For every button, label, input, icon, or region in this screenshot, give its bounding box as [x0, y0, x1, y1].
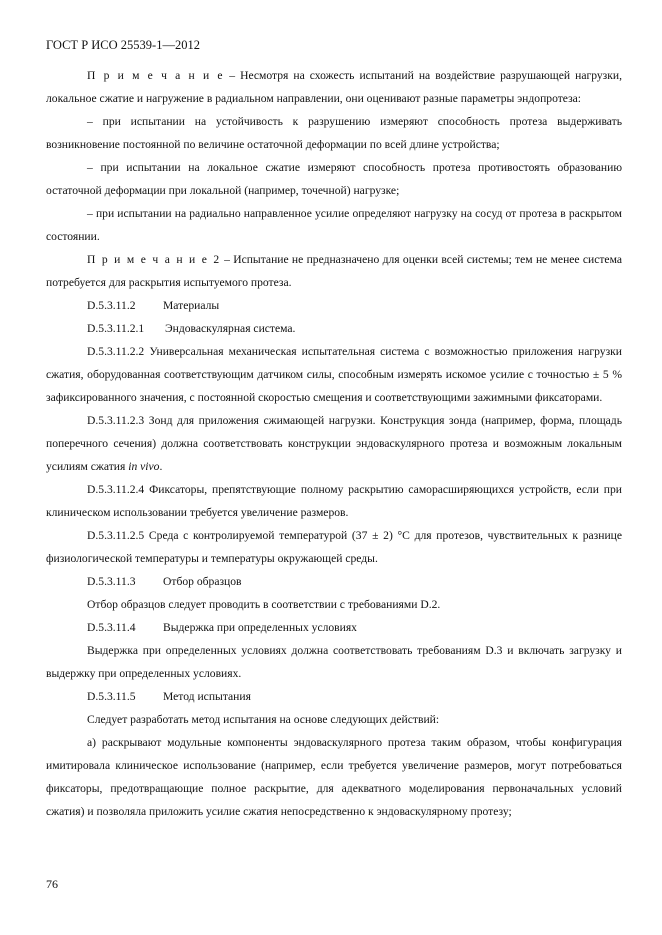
- note-2-text: – Испытание не предназначено для оценки всей системы; тем не менее система потребуется для раскрытия испытуемого протеза.: [46, 253, 622, 289]
- section-endovascular-system: [46, 317, 622, 340]
- page-number: 76: [46, 877, 58, 891]
- section-number: D.5.3.11.2: [87, 299, 136, 312]
- paragraph-sampling: Отбор образцов следует проводить в соответствии с требованиями D.2.: [87, 598, 441, 611]
- section-title: Выдержка при определенных условиях: [163, 621, 357, 634]
- bullet-2: – при испытании на локальное сжатие измеряют способность протеза противостоять образованию остаточной деформации при локальной (например, точечной) нагрузке;: [46, 161, 622, 197]
- section-method: [46, 685, 622, 708]
- section-title: Материалы: [163, 299, 220, 312]
- note-1-label: П р и м е ч а н и е: [87, 69, 225, 82]
- section-title: Метод испытания: [163, 690, 251, 703]
- in-vivo-italic: in vivo: [128, 460, 160, 473]
- paragraph-method-a: а) раскрывают модульные компоненты эндоваскулярного протеза таким образом, чтобы конфигурация имитировала клиническое использование (например, если требуется увеличение размеров, могут потребоваться фиксаторы, предотвращающие полное раскрытие, для адекватного моделирования первоначальных условий сжатия) и позволяла приложить усилие сжатия непосредственно к эндоваскулярному протезу;: [46, 736, 622, 818]
- section-number: D.5.3.11.3: [87, 575, 136, 588]
- paragraph-probe-end: .: [159, 460, 163, 473]
- paragraph-probe-text: D.5.3.11.2.3 Зонд для приложения сжимающей нагрузки. Конструкция зонда (например, форма, площадь поперечного сечения) должна соответствовать конструкции эндоваскулярного протеза и возможным локальным усилиям сжатия: [46, 414, 622, 473]
- bullet-3: – при испытании на радиально направленное усилие определяют нагрузку на сосуд от протеза в раскрытом состоянии.: [46, 207, 622, 243]
- paragraph-temperature: D.5.3.11.2.5 Среда с контролируемой температурой (37 ± 2) °С для протезов, чувствительных к разнице физиологической температуры и температуры окружающей среды.: [46, 529, 622, 565]
- paragraph-conditioning: Выдержка при определенных условиях должна соответствовать требованиям D.3 и включать загрузку и выдержку при определенных условиях.: [46, 644, 622, 680]
- paragraph-fixators: D.5.3.11.2.4 Фиксаторы, препятствующие полному раскрытию саморасширяющихся устройств, если при клиническом использовании требуется увеличение размеров.: [46, 483, 622, 519]
- note-2-label: П р и м е ч а н и е 2: [87, 253, 221, 266]
- section-number: D.5.3.11.5: [87, 690, 136, 703]
- section-title: Эндоваскулярная система.: [165, 322, 296, 335]
- document-body: [46, 64, 622, 823]
- paragraph-method-intro: Следует разработать метод испытания на основе следующих действий:: [87, 713, 440, 726]
- section-number: D.5.3.11.4: [87, 621, 136, 634]
- section-number: D.5.3.11.2.1: [87, 322, 145, 335]
- section-conditioning: [46, 616, 622, 639]
- paragraph-probe: [46, 409, 622, 478]
- note-1: [46, 64, 622, 110]
- paragraph-test-system: D.5.3.11.2.2 Универсальная механическая испытательная система с возможностью приложения нагрузки сжатия, оборудованная соответствующим датчиком силы, способным измерять искомое усилие с точностью ± 5 % зафиксированного значения, с постоянной скоростью смещения и соответствующими зажимными фиксаторами.: [46, 345, 622, 404]
- note-1-text: – Несмотря на схожесть испытаний на воздействие разрушающей нагрузки, локальное сжатие и нагружение в радиальном направлении, они оценивают разные параметры эндопротеза:: [46, 69, 622, 105]
- section-title: Отбор образцов: [163, 575, 242, 588]
- section-materials: [46, 294, 622, 317]
- section-sampling: [46, 570, 622, 593]
- document-header: ГОСТ Р ИСО 25539-1—2012: [46, 38, 200, 52]
- note-2: [46, 248, 622, 294]
- bullet-1: – при испытании на устойчивость к разрушению измеряют способность протеза выдерживать возникновение постоянной по величине остаточной деформации по всей длине устройства;: [46, 115, 622, 151]
